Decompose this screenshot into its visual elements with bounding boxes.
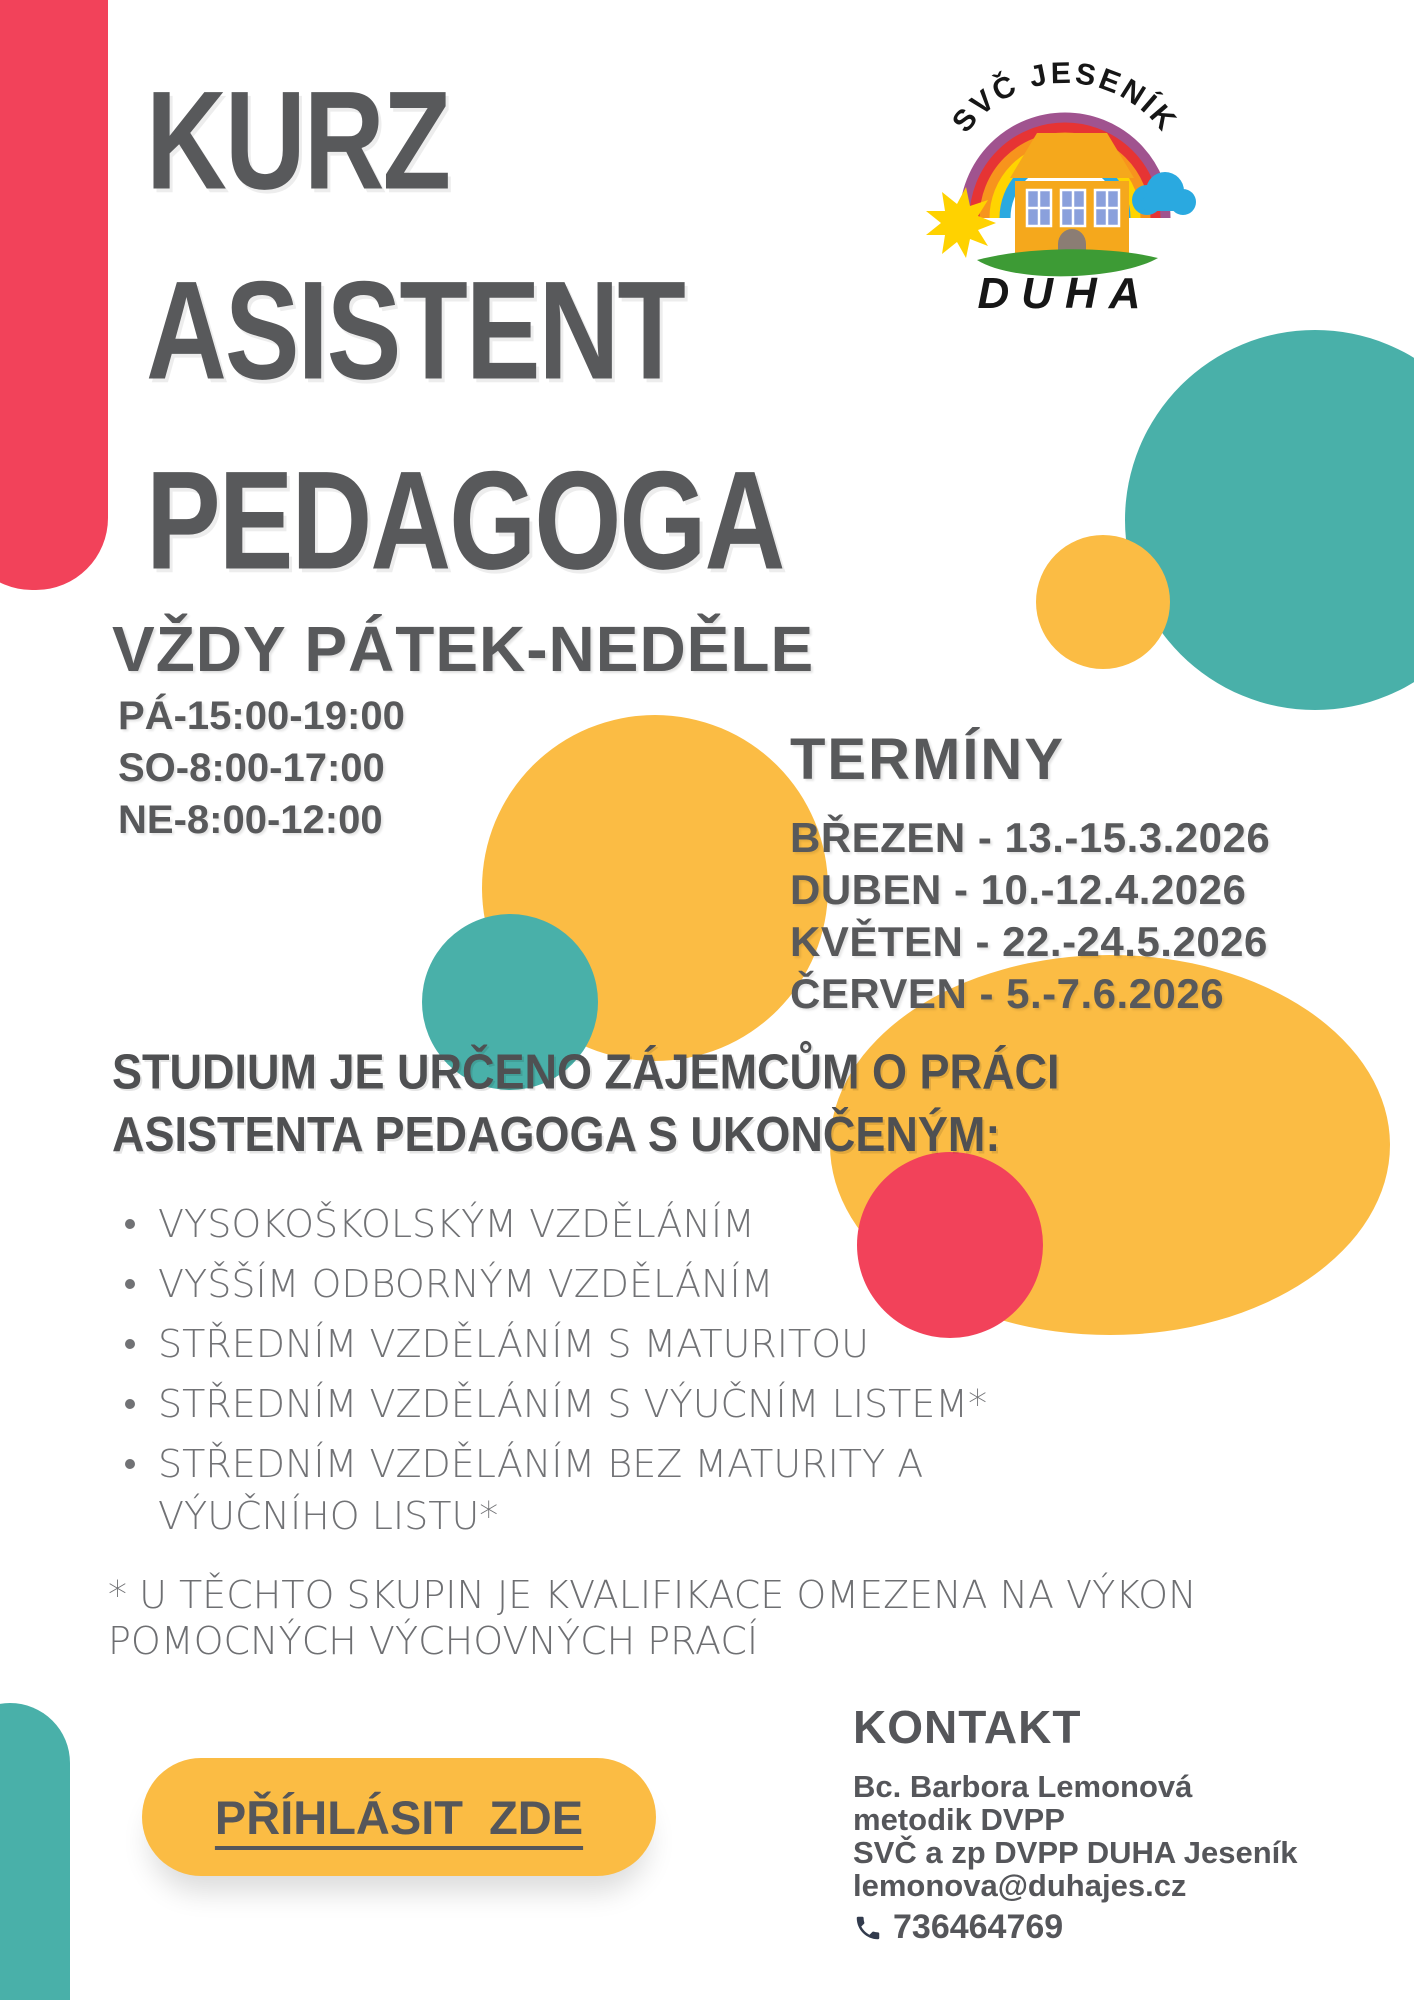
time-saturday: SO-8:00-17:00 [118,746,385,790]
contact-role: metodik DVPP [853,1802,1065,1837]
term-may: KVĚTEN - 22.-24.5.2026 [790,918,1268,965]
time-friday: PÁ-15:00-19:00 [118,694,405,738]
duha-logo-graphic [915,48,1215,316]
qualification-list [122,1198,1112,1550]
qualification-item: STŘEDNÍM VZDĚLÁNÍM S VÝUČNÍM LISTEM* [122,1378,1112,1430]
teal-corner-bottom-shape [0,1703,70,2000]
contact-phone-row [853,1908,1298,1947]
term-april: DUBEN - 10.-12.4.2026 [790,866,1247,913]
time-sunday: NE-8:00-12:00 [118,798,383,842]
phone-handset-icon [853,1913,883,1943]
poster-title [146,46,783,616]
yellow-circle-small [1036,535,1170,669]
contact-org: SVČ a zp DVPP DUHA Jeseník [853,1835,1298,1870]
logo-duha-text: DUHA [977,269,1153,316]
logo-arc-text: SVČ JESENÍK [946,56,1184,139]
schedule-times [118,690,405,846]
qualification-item: STŘEDNÍM VZDĚLÁNÍM BEZ MATURITY A VÝUČNÍHO LISTU* [122,1438,1112,1542]
term-june: ČERVEN - 5.-7.6.2026 [790,970,1225,1017]
qualification-item: STŘEDNÍM VZDĚLÁNÍM S MATURITOU [122,1318,1112,1370]
house-icon [1010,133,1134,268]
terms-heading: TERMÍNY [790,727,1065,792]
footnote [108,1572,1197,1664]
terms-dates [790,812,1270,1020]
title-line-pedagoga: PEDAGOGA [146,442,784,599]
teal-circle-top-right [1125,330,1414,710]
audience-line-2: ASISTENTA PEDAGOGA S UKONČENÝM: [112,1106,1001,1163]
term-march: BŘEZEN - 13.-15.3.2026 [790,814,1271,861]
contact-name: Bc. Barbora Lemonová [853,1769,1193,1804]
contact-email[interactable]: lemonova@duhajes.cz [853,1868,1187,1903]
footnote-line-2: POMOCNÝCH VÝCHOVNÝCH PRACÍ [108,1619,759,1663]
signup-button-label: PŘÍHLÁSIT ZDE [214,1790,584,1844]
signup-button[interactable] [142,1758,656,1876]
audience-line-1: STUDIUM JE URČENO ZÁJEMCŮM O PRÁCI [112,1043,1060,1100]
qualification-item: VYSOKOŠKOLSKÝM VZDĚLÁNÍM [122,1198,1112,1250]
footnote-line-1: * U TĚCHTO SKUPIN JE KVALIFIKACE OMEZENA NA VÝKON [108,1573,1197,1617]
poster-subtitle: VŽDY PÁTEK-NEDĚLE [112,613,815,685]
contact-section [853,1700,1298,1947]
duha-logo [915,48,1215,316]
contact-heading: KONTAKT [853,1701,1082,1753]
audience-intro [112,1040,1060,1165]
qualification-item: VYŠŠÍM ODBORNÝM VZDĚLÁNÍM [122,1258,1112,1310]
title-line-asistent: ASISTENT [146,252,684,409]
contact-phone-number[interactable]: 736464769 [893,1908,1064,1946]
title-line-kurz: KURZ [146,62,450,219]
red-corner-shape [0,0,108,590]
